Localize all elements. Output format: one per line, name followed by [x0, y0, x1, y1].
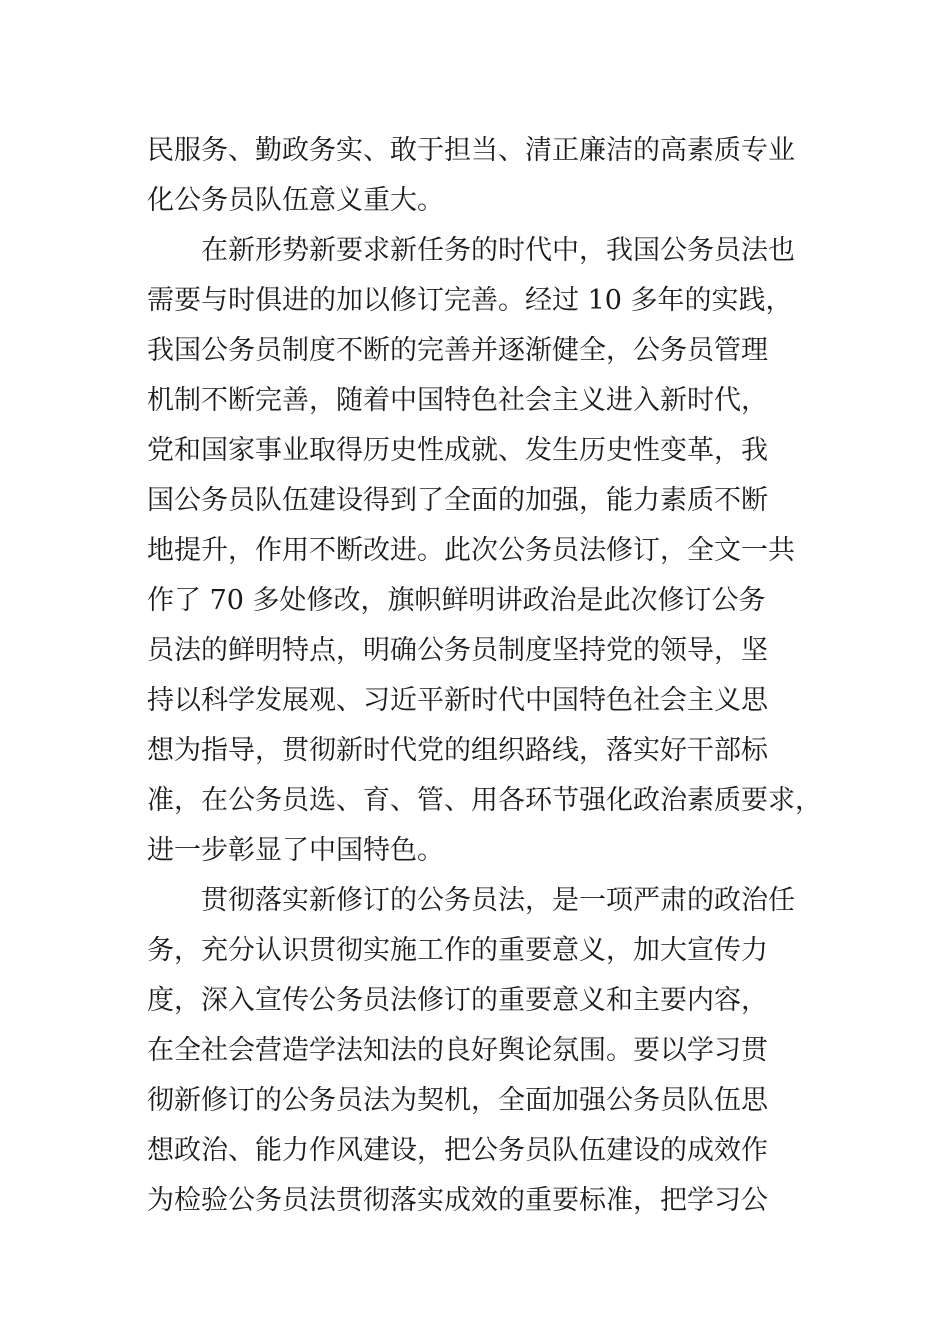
text-line: 想为指导，贯彻新时代党的组织路线，落实好干部标	[147, 735, 768, 766]
text-line: 想政治、能力作风建设，把公务员队伍建设的成效作	[147, 1135, 768, 1166]
text-line: 机制不断完善，随着中国特色社会主义进入新时代，	[147, 385, 768, 416]
text-line: 员法的鲜明特点，明确公务员制度坚持党的领导，坚	[147, 635, 768, 666]
text-line: 民服务、勤政务实、敢于担当、清正廉洁的高素质专业	[147, 135, 795, 166]
text-line: 我国公务员制度不断的完善并逐渐健全，公务员管理	[147, 335, 768, 366]
text-line: 作了 70 多处修改，旗帜鲜明讲政治是此次修订公务	[147, 585, 766, 616]
text-line: 党和国家事业取得历史性成就、发生历史性变革，我	[147, 435, 768, 466]
text-line: 进一步彰显了中国特色。	[147, 835, 444, 866]
text-line: 务，充分认识贯彻实施工作的重要意义，加大宣传力	[147, 935, 768, 966]
body-text	[147, 126, 822, 1226]
text-line: 化公务员队伍意义重大。	[147, 185, 444, 216]
text-line: 彻新修订的公务员法为契机，全面加强公务员队伍思	[147, 1085, 768, 1116]
text-line: 为检验公务员法贯彻落实成效的重要标准，把学习公	[147, 1185, 768, 1216]
text-line: 在新形势新要求新任务的时代中，我国公务员法也	[147, 235, 795, 266]
text-line: 准，在公务员选、育、管、用各环节强化政治素质要求，	[147, 785, 822, 816]
text-line: 在全社会营造学法知法的良好舆论氛围。要以学习贯	[147, 1035, 768, 1066]
text-line: 贯彻落实新修订的公务员法，是一项严肃的政治任	[147, 885, 795, 916]
text-line: 国公务员队伍建设得到了全面的加强，能力素质不断	[147, 485, 768, 516]
text-line: 持以科学发展观、习近平新时代中国特色社会主义思	[147, 685, 768, 716]
text-line: 度，深入宣传公务员法修订的重要意义和主要内容，	[147, 985, 768, 1016]
text-line: 地提升，作用不断改进。此次公务员法修订，全文一共	[147, 535, 795, 566]
text-line: 需要与时俱进的加以修订完善。经过 10 多年的实践，	[147, 285, 793, 316]
